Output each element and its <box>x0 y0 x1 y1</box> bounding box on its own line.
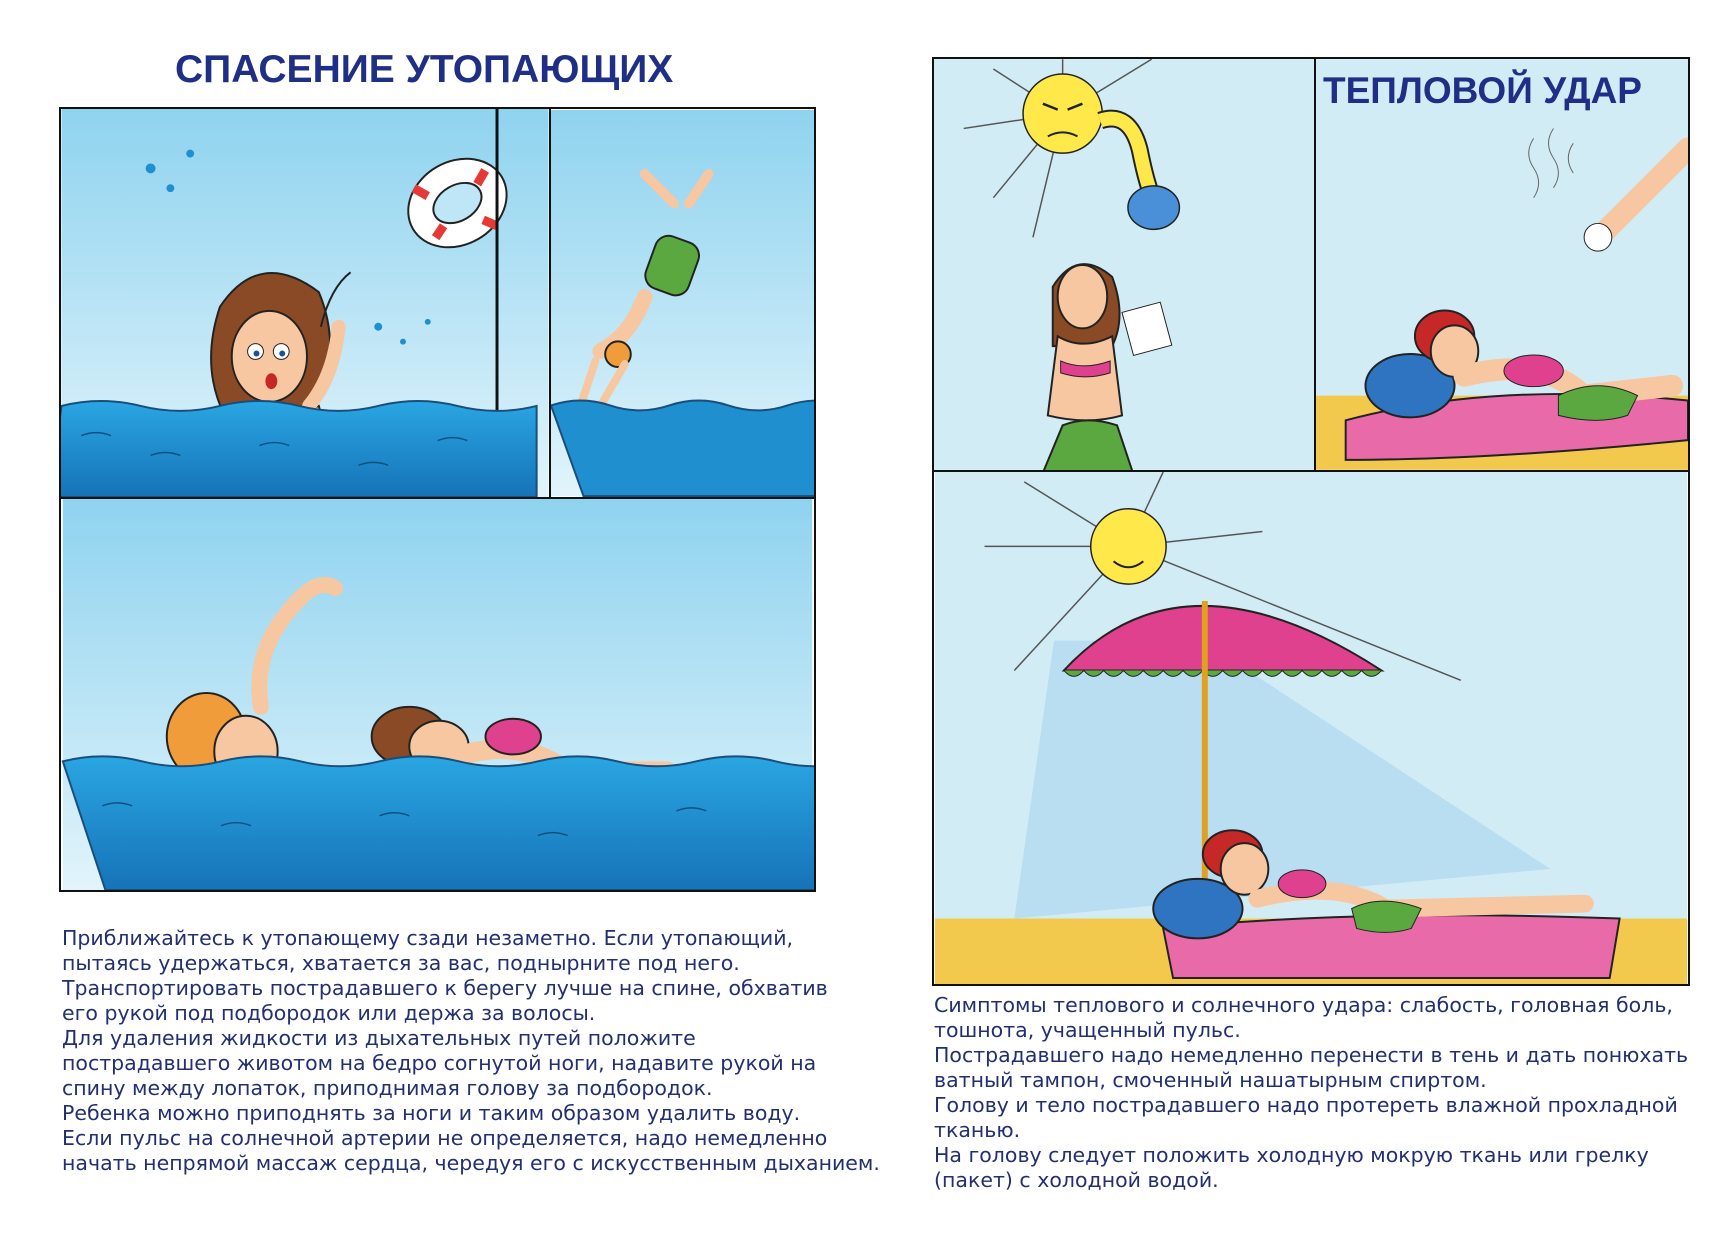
left-text-line: начать непрямой массаж сердца, чередуя его с искусственным дыханием. <box>62 1151 880 1175</box>
left-page-title: СПАСЕНИЕ УТОПАЮЩИХ <box>175 48 674 91</box>
right-text-line: На голову следует положить холодную мокрую ткань или грелку <box>934 1143 1649 1167</box>
left-text-line: Если пульс на солнечной артерии не определяется, надо немедленно <box>62 1126 828 1150</box>
left-text-line: его рукой под подбородок или держа за волосы. <box>62 1001 596 1025</box>
left-text-line: пострадавшего животом на бедро согнутой ноги, надавите рукой на <box>62 1051 817 1075</box>
right-text-line: ватный тампон, смоченный нашатырным спиртом. <box>934 1068 1487 1092</box>
right-text-line: Симптомы теплового и солнечного удара: слабость, головная боль, <box>934 993 1673 1017</box>
ammonia-cotton-to-victim-illustration <box>1316 59 1688 470</box>
left-text-line: спину между лопаток, приподнимая голову за подбородок. <box>62 1076 713 1100</box>
panel-diver <box>549 107 816 499</box>
right-text-line: тканью. <box>934 1118 1021 1142</box>
left-text-line: Для удаления жидкости из дыхательных путей положите <box>62 1026 696 1050</box>
left-text-line: Ребенка можно приподнять за ноги и таким образом удалить воду. <box>62 1101 801 1125</box>
panel-umbrella <box>932 470 1690 986</box>
rescuer-towing-victim-illustration <box>61 499 814 890</box>
right-text-line: (пакет) с холодной водой. <box>934 1168 1219 1192</box>
angry-sun-punching-girl-illustration <box>934 59 1314 470</box>
panel-towing <box>59 497 816 892</box>
right-page-title: ТЕПЛОВОЙ УДАР <box>1323 70 1642 111</box>
right-page-text <box>934 993 1688 1193</box>
victim-under-umbrella-illustration <box>934 472 1688 984</box>
left-text-line: Транспортировать пострадавшего к берегу лучше на спине, обхватив <box>62 976 828 1000</box>
left-page-text <box>62 926 880 1176</box>
panel-angry-sun <box>932 57 1316 472</box>
panel-ammonia <box>1314 57 1690 472</box>
left-text-line: Приближайтесь к утопающему сзади незаметно. Если утопающий, <box>62 926 794 950</box>
left-text-line: пытаясь удержаться, хватается за вас, поднырните под него. <box>62 951 740 975</box>
right-text-line: Голову и тело пострадавшего надо протереть влажной прохладной <box>934 1093 1678 1117</box>
right-text-line: тошнота, учащенный пульс. <box>934 1018 1241 1042</box>
panel-drowning-girl <box>59 107 551 499</box>
right-text-line: Пострадавшего надо немедленно перенести в тень и дать понюхать <box>934 1043 1689 1067</box>
drowning-girl-with-lifebuoy-illustration <box>61 109 549 497</box>
rescuer-diving-illustration <box>551 109 814 497</box>
